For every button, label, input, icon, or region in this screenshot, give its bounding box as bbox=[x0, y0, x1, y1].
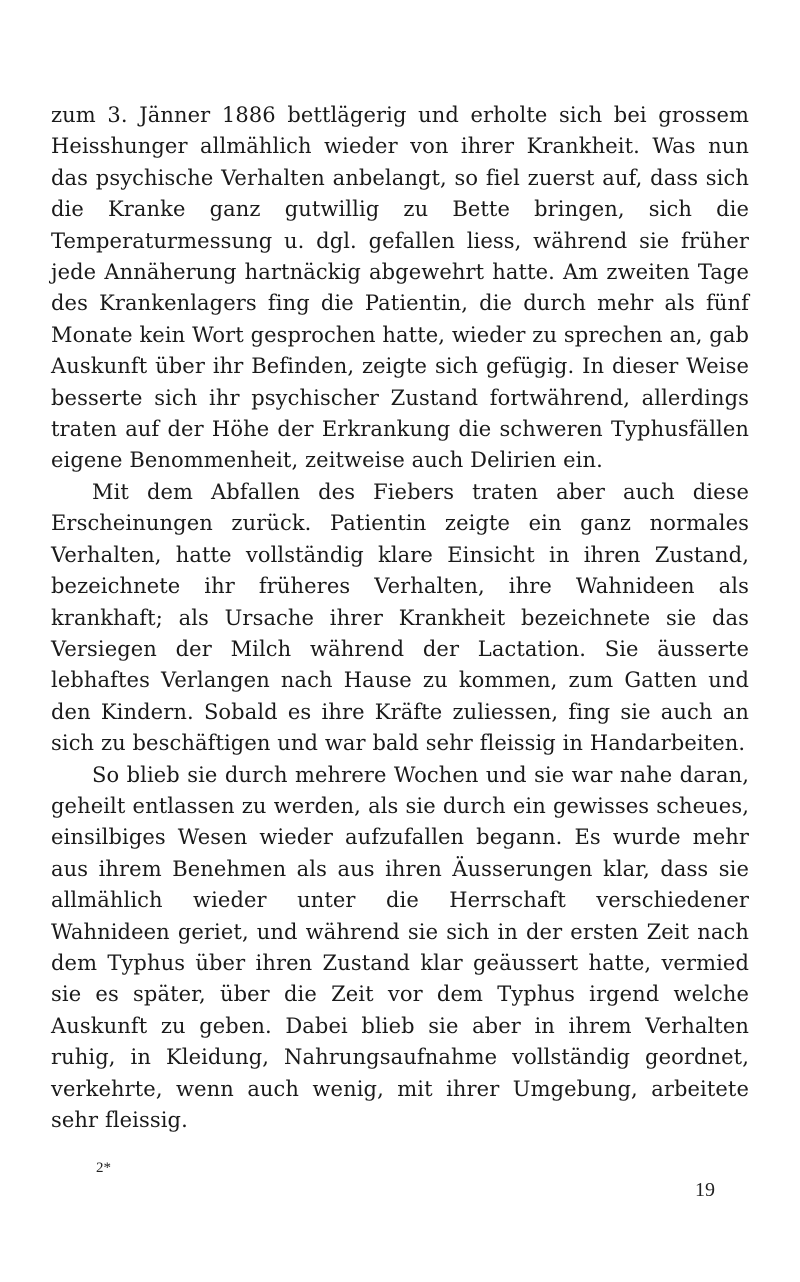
page-number: 19 bbox=[695, 1179, 715, 1201]
paragraph-1: zum 3. Jänner 1886 bettlägerig und erholte sich bei grossem Heisshunger allmählich wieder von ihrer Krankheit. Was nun das psychische Verhalten anbelangt, so fiel zuerst auf, dass sich die Kranke ganz gutwillig zu Bette bringen, sich die Temperaturmessung u. dgl. gefallen liess, während sie früher jede Annäherung hartnäckig abgewehrt hatte. Am zweiten Tage des Krankenlagers fing die Patientin, die durch mehr als fünf Monate kein Wort gesprochen hatte, wieder zu sprechen an, gab Auskunft über ihr Befinden, zeigte sich gefügig. In dieser Weise besserte sich ihr psychischer Zustand fortwährend, allerdings traten auf der Höhe der Erkrankung die schweren Typhusfällen eigene Benommenheit, zeitweise auch Delirien ein. bbox=[51, 103, 749, 473]
body-text bbox=[51, 100, 749, 1136]
paragraph-2: Mit dem Abfallen des Fiebers traten aber auch diese Erscheinungen zurück. Patientin zeigte ein ganz normales Verhalten, hatte vollständig klare Einsicht in ihren Zustand, bezeichnete ihr früheres Verhalten, ihre Wahnideen als krankhaft; als Ursache ihrer Krankheit bezeichnete sie das Versiegen der Milch während der Lactation. Sie äusserte lebhaftes Verlangen nach Hause zu kommen, zum Gatten und den Kindern. Sobald es ihre Kräfte zuliessen, fing sie auch an sich zu beschäftigen und war bald sehr fleissig in Handarbeiten. bbox=[51, 479, 749, 756]
signature-mark: 2* bbox=[96, 1160, 111, 1176]
paragraph-3: So blieb sie durch mehrere Wochen und sie war nahe daran, geheilt entlassen zu werden, als sie durch ein gewisses scheues, einsilbiges Wesen wieder aufzufallen begann. Es wurde mehr aus ihrem Benehmen als aus ihren Äusserungen klar, dass sie allmählich wieder unter die Herrschaft verschiedener Wahnideen geriet, und während sie sich in der ersten Zeit nach dem Typhus über ihren Zustand klar geäussert hatte, vermied sie es später, über die Zeit vor dem Typhus irgend welche Auskunft zu geben. Dabei blieb sie aber in ihrem Verhalten ruhig, in Kleidung, Nahrungsaufnahme vollständig geordnet, verkehrte, wenn auch wenig, mit ihrer Umgebung, arbeitete sehr fleissig. bbox=[51, 762, 749, 1132]
